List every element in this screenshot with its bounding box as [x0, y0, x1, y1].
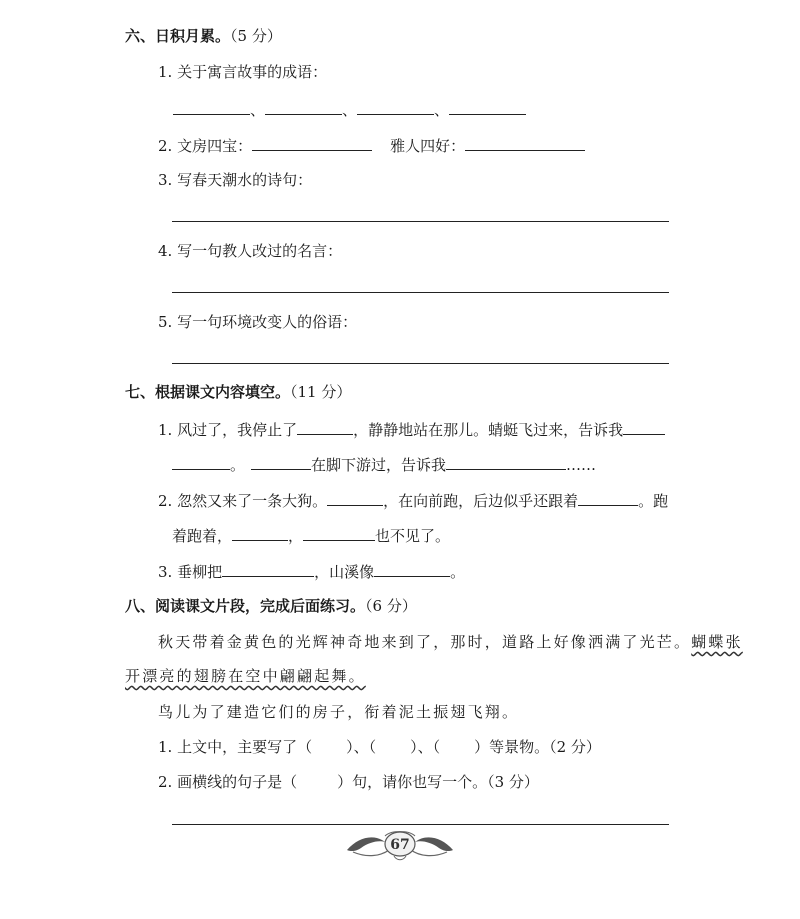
s7-q3	[158, 560, 465, 582]
text-segment: 在脚下游过，告诉我	[311, 456, 447, 474]
text-segment: 2. 忽然又来了一条大狗。	[158, 492, 328, 510]
answer-blank[interactable]	[251, 453, 311, 470]
text-segment: ，在向前跑，后边似乎还跟着	[383, 492, 579, 510]
s6-q3-label: 3. 写春天潮水的诗句：	[158, 171, 313, 189]
separator: 、	[434, 101, 450, 119]
text-segment: ，静静地站在那儿。蜻蜓飞过来，告诉我	[353, 421, 624, 439]
underlined-sentence: 蝴蝶张	[691, 633, 743, 651]
separator: 、	[250, 101, 266, 119]
text-segment: 。跑	[638, 492, 669, 510]
section-title-text: 六、日积月累。	[125, 27, 231, 45]
answer-line[interactable]	[172, 824, 669, 825]
s8-q2	[158, 772, 539, 792]
text-segment: 1. 风过了，我停止了	[158, 421, 298, 439]
answer-line[interactable]	[172, 221, 669, 222]
answer-blank[interactable]	[327, 489, 383, 506]
s8-passage-line3: 鸟儿为了建造它们的房子，衔着泥土振翅飞翔。	[158, 703, 520, 721]
section-score: （5 分）	[230, 27, 282, 45]
text-segment: 也不见了。	[375, 527, 451, 545]
section-6-title	[125, 26, 282, 46]
section-8-title	[125, 596, 417, 616]
passage-text: 秋天带着金黄色的光辉神奇地来到了，那时，道路上好像洒满了光芒。	[158, 633, 692, 651]
s8-passage-line2	[125, 666, 366, 686]
answer-blank[interactable]	[374, 560, 450, 577]
section-title-text: 七、根据课文内容填空。	[125, 383, 291, 401]
underlined-sentence: 开漂亮的翅膀在空中翩翩起舞。	[125, 667, 366, 685]
s6-q1-answers	[173, 98, 526, 120]
s6-q2a-label: 2. 文房四宝：	[158, 137, 253, 155]
text-segment: 。	[230, 456, 246, 474]
s6-q1-label: 1. 关于寓言故事的成语：	[158, 63, 328, 81]
s6-q4-label: 4. 写一句教人改过的名言：	[158, 242, 343, 260]
text-segment: ）等景物。（2 分）	[474, 738, 601, 756]
s6-q2	[158, 134, 585, 156]
text-segment: ）、（	[410, 738, 441, 756]
text-segment: 2. 画横线的句子是（	[158, 773, 298, 791]
answer-blank[interactable]	[623, 418, 665, 435]
answer-blank[interactable]	[265, 98, 342, 115]
page-number-ornament	[345, 828, 455, 862]
text-segment: ，山溪像	[314, 563, 375, 581]
answer-line[interactable]	[172, 363, 669, 364]
s7-q2-line1	[158, 489, 668, 511]
text-segment: ，	[288, 527, 304, 545]
answer-blank[interactable]	[222, 560, 314, 577]
text-segment: 3. 垂柳把	[158, 563, 223, 581]
separator: 、	[342, 101, 358, 119]
answer-blank[interactable]	[449, 98, 526, 115]
answer-blank[interactable]	[578, 489, 638, 506]
text-segment: 1. 上文中，主要写了（	[158, 738, 313, 756]
answer-blank[interactable]	[446, 453, 566, 470]
answer-blank[interactable]	[232, 524, 288, 541]
answer-line[interactable]	[172, 292, 669, 293]
answer-blank[interactable]	[357, 98, 434, 115]
text-segment: 。	[450, 563, 466, 581]
text-segment: ）、（	[346, 738, 377, 756]
s7-q1-line2	[172, 453, 596, 475]
answer-blank[interactable]	[173, 98, 250, 115]
section-title-text: 八、阅读课文片段，完成后面练习。	[125, 597, 366, 615]
s8-q1	[158, 737, 601, 757]
text-segment: ）句，请你也写一个。（3 分）	[337, 773, 539, 791]
s7-q1-line1	[158, 418, 665, 440]
s8-passage-line1	[158, 632, 743, 652]
section-score: （6 分）	[365, 597, 417, 615]
s7-q2-line2	[172, 524, 450, 546]
s6-q2b-label: 雅人四好：	[390, 137, 466, 155]
answer-blank[interactable]	[303, 524, 375, 541]
answer-blank[interactable]	[252, 134, 372, 151]
answer-blank[interactable]	[465, 134, 585, 151]
section-7-title	[125, 382, 351, 402]
text-segment: ……	[566, 456, 597, 474]
answer-blank[interactable]	[172, 453, 230, 470]
page-number: 67	[390, 837, 410, 853]
text-segment: 着跑着，	[172, 527, 233, 545]
s6-q5-label: 5. 写一句环境改变人的俗语：	[158, 313, 358, 331]
section-score: （11 分）	[290, 383, 352, 401]
answer-blank[interactable]	[297, 418, 353, 435]
